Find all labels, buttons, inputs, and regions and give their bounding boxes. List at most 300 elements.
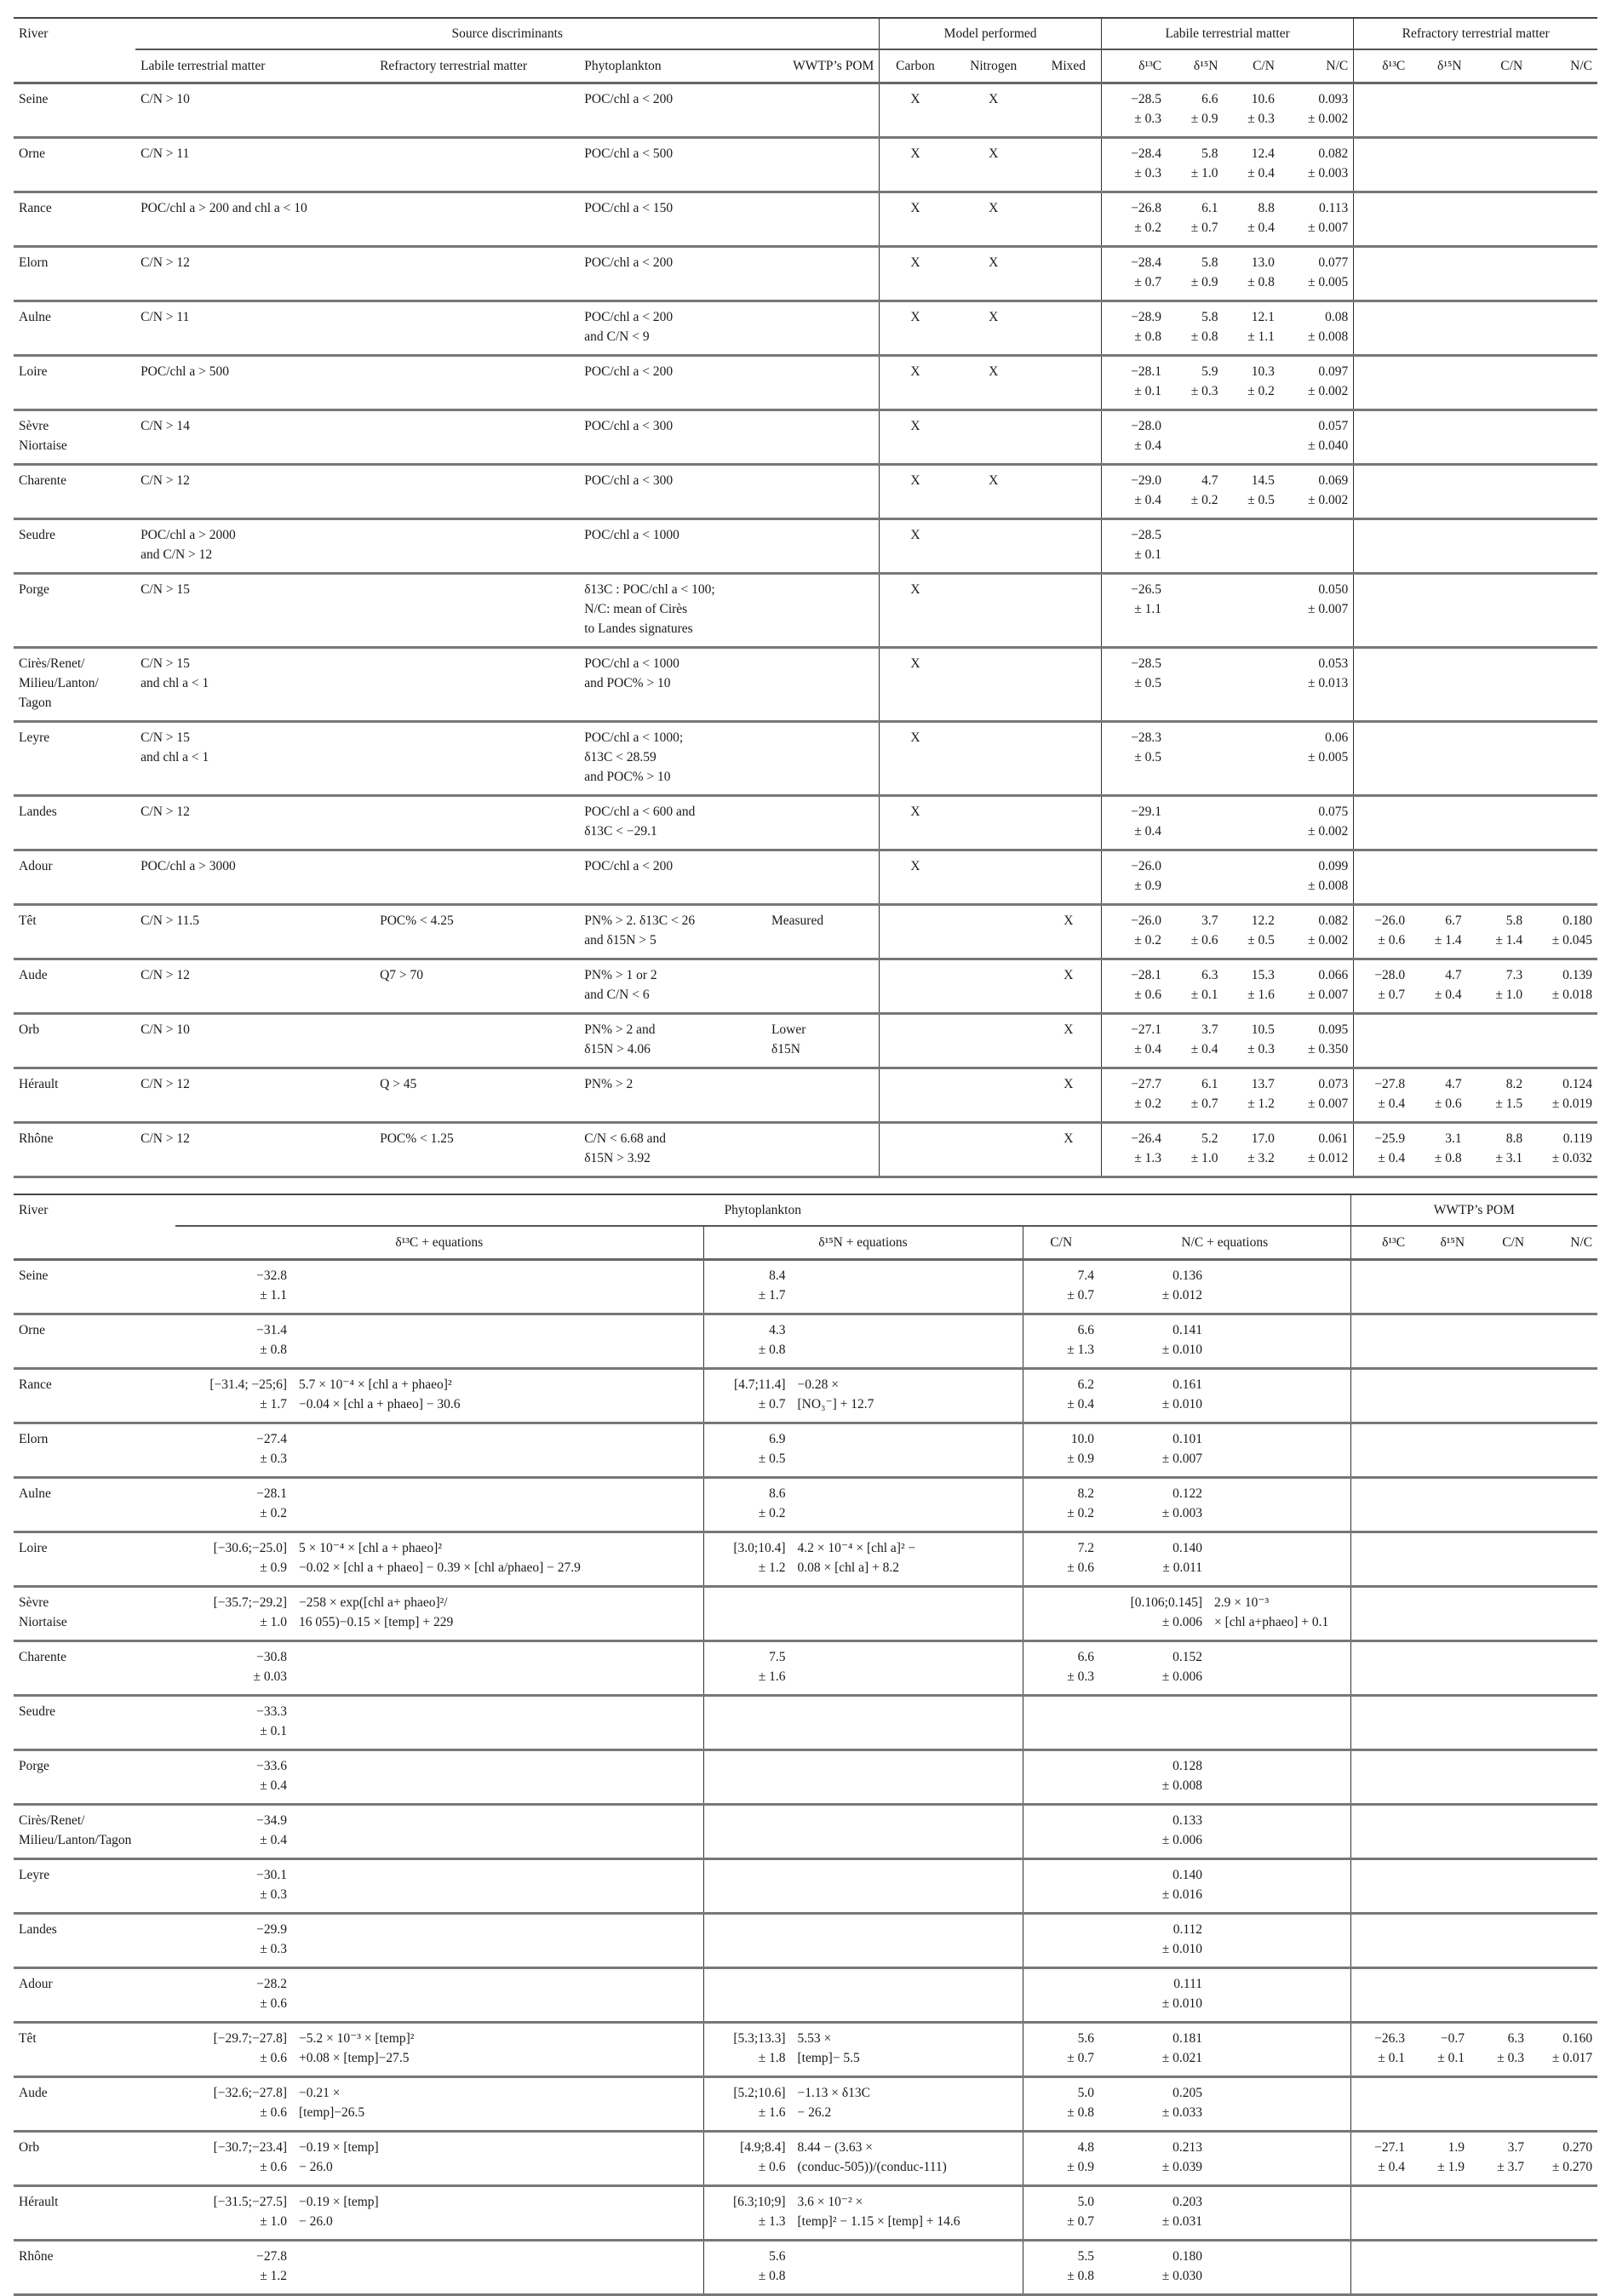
uncertainty: ± 0.6 [1434, 1096, 1462, 1111]
phyto-d15n-value [709, 1538, 786, 1577]
labile-d13c [1101, 83, 1167, 138]
river-name [14, 722, 135, 796]
header-refractory: Refractory terrestrial matter [1354, 18, 1597, 49]
text-line: Rance [19, 1377, 52, 1392]
phyto-d13c-equation-line: +0.08 × [temp]−27.5 [299, 2051, 410, 2065]
refractory-d15n [1410, 410, 1466, 465]
wwtp-cn [1470, 1750, 1529, 1805]
table-row [14, 247, 1597, 301]
model-mixed-mark [1036, 905, 1102, 959]
uncertainty: ± 0.013 [1308, 676, 1349, 690]
value: 0.061 [1318, 1131, 1349, 1146]
phyto-d13c-value [181, 2247, 287, 2286]
refractory-cn [1467, 796, 1528, 850]
phyto-nc-value-line: 0.213 [1172, 2140, 1202, 2155]
value: 0.097 [1318, 364, 1349, 379]
uncertainty: ± 0.8 [1434, 1151, 1462, 1165]
text-line: C/N > 11.5 [140, 913, 199, 928]
value: 10.6 [1251, 92, 1275, 106]
text-line: POC/chl a < 600 and [584, 804, 696, 819]
text-line: Q > 45 [380, 1077, 417, 1091]
phyto-cn-value [1029, 2083, 1095, 2122]
model-mixed-mark [1036, 796, 1102, 850]
text-line: POC/chl a < 200 [584, 310, 674, 324]
uncertainty: ± 0.350 [1308, 1042, 1349, 1056]
phyto-d13c-equation [299, 2029, 414, 2068]
text-line: X [989, 364, 999, 379]
phyto-d15n-value [709, 2083, 786, 2122]
text-line: Adour [19, 1977, 53, 1991]
phyto-nc-value-line: 0.111 [1173, 1977, 1202, 1991]
value: −26.4 [1131, 1131, 1162, 1146]
header-labile: Labile terrestrial matter [1101, 18, 1353, 49]
value: 0.073 [1318, 1077, 1349, 1091]
phyto-d15n-value-line: ± 0.6 [758, 2160, 786, 2174]
phyto-cn [1023, 1587, 1099, 1641]
uncertainty: ± 0.045 [1551, 933, 1592, 948]
wwtp-discriminant [766, 850, 880, 905]
phyto-d13c-value [181, 1702, 287, 1741]
wwtp-nc [1529, 1532, 1597, 1587]
refractory-discriminant [375, 519, 579, 574]
wwtp-d13c [1350, 1587, 1410, 1641]
value: 10.5 [1251, 1022, 1275, 1037]
phyto-d13c-equation-cell [175, 2023, 703, 2077]
phyto-cn-value-line: ± 0.2 [1067, 1506, 1094, 1520]
wwtp-discriminant [766, 574, 880, 648]
phyto-d15n-equation-line: (conduc-505))/(conduc-111) [797, 2160, 947, 2174]
text-line: Adour [19, 859, 53, 873]
value: 6.3 [1201, 968, 1218, 982]
wwtp-discriminant [766, 138, 880, 192]
wwtp-d15n [1410, 1641, 1470, 1696]
labile-nc [1280, 356, 1354, 410]
uncertainty: ± 0.2 [1247, 384, 1275, 398]
text-line: X [1063, 1131, 1074, 1146]
uncertainty: ± 0.5 [1247, 493, 1275, 507]
phyto-nc-value-line: ± 0.033 [1161, 2105, 1202, 2120]
uncertainty: ± 0.7 [1378, 988, 1406, 1002]
phyto-nc-equation-cell [1099, 1260, 1350, 1314]
refractory-nc [1528, 247, 1597, 301]
value: 0.075 [1318, 804, 1349, 819]
text-line: X [910, 473, 920, 488]
phyto-d13c-equation-cell [175, 1423, 703, 1478]
labile-cn [1223, 850, 1279, 905]
refractory-cn [1467, 83, 1528, 138]
wwtp-nc [1529, 1805, 1597, 1859]
phyto-d15n-value-line: ± 1.6 [758, 2105, 786, 2120]
phyto-nc-value-line: 0.122 [1172, 1486, 1202, 1501]
text-line: Seudre [19, 528, 56, 542]
text-line: X [1063, 913, 1074, 928]
value: 0.139 [1562, 968, 1592, 982]
river-name [14, 2186, 175, 2241]
phyto-nc-equation-cell [1099, 1423, 1350, 1478]
model-mixed-mark [1036, 356, 1102, 410]
wwtp-d15n [1410, 2023, 1470, 2077]
refractory-d13c [1354, 722, 1410, 796]
phyto-nc-equation-cell [1099, 1532, 1350, 1587]
value: 4.7 [1445, 968, 1462, 982]
value: 0.08 [1325, 310, 1349, 324]
phyto-d15n-equation-line: −0.28 × [797, 1377, 839, 1392]
phyto-cn-value [1029, 1320, 1095, 1360]
model-carbon-mark [880, 83, 951, 138]
value: 0.099 [1318, 859, 1349, 873]
subheader-nitrogen: Nitrogen [970, 59, 1018, 73]
uncertainty: ± 1.6 [1247, 988, 1275, 1002]
table-row [14, 1314, 1597, 1369]
value: 0.069 [1318, 473, 1349, 488]
wwtp-discriminant [766, 905, 880, 959]
labile-d15n [1167, 465, 1223, 519]
value: 8.8 [1505, 1131, 1523, 1146]
labile-d13c [1101, 247, 1167, 301]
phyto-d13c-value-line: ± 0.3 [260, 1451, 287, 1466]
refractory-cn [1467, 356, 1528, 410]
phyto-nc-value-line: ± 0.021 [1161, 2051, 1202, 2065]
uncertainty: ± 0.6 [1190, 933, 1218, 948]
wwtp-d15n [1410, 1914, 1470, 1968]
phyto-d15n-value [709, 1266, 786, 1305]
phytoplankton-discriminant [579, 519, 766, 574]
text-line: X [910, 656, 920, 671]
uncertainty: ± 0.7 [1134, 275, 1162, 289]
wwtp-discriminant [766, 1014, 880, 1068]
table-row [14, 1859, 1597, 1914]
model-nitrogen-mark [951, 410, 1036, 465]
phyto-cn [1023, 1478, 1099, 1532]
model-nitrogen-mark [951, 959, 1036, 1014]
river-name [14, 1641, 175, 1696]
value: 6.7 [1445, 913, 1462, 928]
value: −28.1 [1131, 364, 1162, 379]
table-row [14, 2241, 1597, 2295]
model-carbon-mark [880, 574, 951, 648]
phyto-d15n-equation-cell [703, 1750, 1023, 1805]
phyto-cn [1023, 1968, 1099, 2023]
table-row [14, 1805, 1597, 1859]
text-line: POC/chl a < 300 [584, 419, 674, 433]
labile-discriminant [135, 356, 375, 410]
refractory-d13c [1354, 247, 1410, 301]
phytoplankton-discriminant [579, 722, 766, 796]
phyto-nc-equation-cell [1099, 1314, 1350, 1369]
model-carbon-mark [880, 356, 951, 410]
wwtp-discriminant [766, 1123, 880, 1177]
refractory-discriminant [375, 905, 579, 959]
labile-d15n [1167, 1068, 1223, 1123]
wwtp-discriminant [766, 192, 880, 247]
value: 5.8 [1201, 146, 1218, 161]
refractory-nc [1528, 959, 1597, 1014]
value: 8.2 [1505, 1077, 1523, 1091]
phyto-nc-value [1104, 1920, 1202, 1959]
header-phytoplankton: Phytoplankton [724, 1203, 801, 1217]
refractory-discriminant [375, 722, 579, 796]
value: −26.3 [1374, 2031, 1406, 2046]
model-mixed-mark [1036, 519, 1102, 574]
phyto-cn [1023, 1859, 1099, 1914]
table-row [14, 796, 1597, 850]
phyto-d15n-value-line: 4.3 [769, 1323, 786, 1337]
phyto-d13c-equation-cell [175, 2077, 703, 2132]
uncertainty: ± 3.1 [1495, 1151, 1523, 1165]
wwtp-d13c [1350, 1696, 1410, 1750]
text-line: X [989, 473, 999, 488]
uncertainty: ± 0.2 [1134, 933, 1162, 948]
phyto-nc-value [1104, 2138, 1202, 2177]
text-line: POC% < 4.25 [380, 913, 454, 928]
wwtp-nc [1529, 1859, 1597, 1914]
table-row [14, 850, 1597, 905]
uncertainty: ± 0.002 [1308, 933, 1349, 948]
phyto-d15n-equation-cell [703, 2077, 1023, 2132]
wwtp-d15n [1410, 2077, 1470, 2132]
text-line: PN% > 2. δ13C < 26 [584, 913, 696, 928]
model-mixed-mark [1036, 465, 1102, 519]
phyto-cn-value-line: 5.0 [1077, 2195, 1094, 2209]
wwtp-d13c [1350, 1914, 1410, 1968]
value: 0.093 [1318, 92, 1349, 106]
wwtp-cn [1470, 1369, 1529, 1423]
phyto-d13c-equation-line: 5.7 × 10⁻⁴ × [chl a + phaeo]² [299, 1377, 452, 1392]
wwtp-d13c [1350, 1859, 1410, 1914]
uncertainty: ± 0.007 [1308, 988, 1349, 1002]
phyto-nc-value-line: ± 0.007 [1161, 1451, 1202, 1466]
text-line: Landes [19, 1922, 57, 1937]
uncertainty: ± 0.005 [1308, 275, 1349, 289]
river-name [14, 2077, 175, 2132]
phyto-cn-value-line: 5.5 [1077, 2249, 1094, 2264]
uncertainty: ± 0.3 [1134, 166, 1162, 180]
labile-nc [1280, 1068, 1354, 1123]
wwtp-cn [1470, 1968, 1529, 2023]
labile-cn [1223, 905, 1279, 959]
river-name [14, 465, 135, 519]
refractory-cn [1467, 959, 1528, 1014]
refractory-d13c [1354, 905, 1410, 959]
text-line: Têt [19, 2031, 37, 2046]
subheader-phyto-cn: C/N [1023, 1226, 1099, 1260]
uncertainty: ± 0.5 [1134, 750, 1162, 764]
wwtp-cn [1470, 1641, 1529, 1696]
text-line: POC/chl a > 3000 [140, 859, 236, 873]
phyto-nc-value-line: ± 0.006 [1161, 1669, 1202, 1684]
text-line: N/C: mean of Cirès [584, 602, 688, 616]
wwtp-nc [1529, 1423, 1597, 1478]
labile-nc [1280, 959, 1354, 1014]
text-line: C/N > 15 [140, 582, 190, 597]
model-nitrogen-mark [951, 796, 1036, 850]
labile-cn [1223, 138, 1279, 192]
wwtp-discriminant [766, 722, 880, 796]
labile-d15n [1167, 905, 1223, 959]
text-line: δ15N [771, 1042, 800, 1056]
refractory-d13c [1354, 796, 1410, 850]
river-name [14, 1587, 175, 1641]
wwtp-nc [1529, 2077, 1597, 2132]
labile-d13c [1101, 356, 1167, 410]
text-line: C/N < 6.68 and [584, 1131, 666, 1146]
text-line: δ13C < 28.59 [584, 750, 656, 764]
text-line: C/N > 15 [140, 730, 190, 745]
text-line: Seine [19, 1268, 49, 1283]
text-line: C/N > 12 [140, 968, 190, 982]
model-mixed-mark [1036, 192, 1102, 247]
value: 14.5 [1251, 473, 1275, 488]
text-line: Porge [19, 1759, 49, 1773]
uncertainty: ± 0.4 [1247, 220, 1275, 235]
phyto-cn [1023, 2186, 1099, 2241]
uncertainty: ± 0.2 [1134, 1096, 1162, 1111]
phyto-d15n-equation-line: − 26.2 [797, 2105, 832, 2120]
wwtp-discriminant [766, 410, 880, 465]
value: −28.0 [1374, 968, 1406, 982]
value: 3.7 [1201, 1022, 1218, 1037]
subheader-labile-terrestrial: Labile terrestrial matter [140, 59, 266, 73]
phyto-nc-equation-cell [1099, 2077, 1350, 2132]
river-name [14, 1532, 175, 1587]
phyto-nc-value-line: 0.112 [1172, 1922, 1202, 1937]
value: −25.9 [1374, 1131, 1406, 1146]
value: 0.270 [1562, 2140, 1593, 2155]
text-line: Sèvre [19, 1595, 49, 1610]
value: 0.124 [1562, 1077, 1592, 1091]
labile-discriminant [135, 83, 375, 138]
phyto-d15n-value [709, 1429, 786, 1469]
refractory-cn [1467, 192, 1528, 247]
refractory-discriminant [375, 138, 579, 192]
labile-d13c [1101, 648, 1167, 722]
text-line: C/N > 10 [140, 1022, 190, 1037]
river-name [14, 2241, 175, 2295]
phyto-nc-value-line: 0.136 [1172, 1268, 1202, 1283]
uncertainty: ± 0.9 [1134, 879, 1162, 893]
phyto-cn-value-line: ± 0.9 [1067, 2160, 1094, 2174]
refractory-d15n [1410, 905, 1466, 959]
refractory-cn [1467, 850, 1528, 905]
refractory-cn [1467, 722, 1528, 796]
phyto-cn [1023, 1369, 1099, 1423]
wwtp-discriminant [766, 796, 880, 850]
phyto-d15n-equation-cell [703, 1532, 1023, 1587]
phyto-nc-value [1104, 1538, 1202, 1577]
phyto-d15n-equation [798, 1375, 874, 1414]
phyto-d13c-value [181, 2083, 287, 2122]
labile-cn [1223, 356, 1279, 410]
labile-cn [1223, 648, 1279, 722]
text-line: Tagon [19, 696, 52, 710]
model-carbon-mark [880, 465, 951, 519]
phyto-cn-value-line: 6.6 [1077, 1323, 1094, 1337]
text-line: C/N > 12 [140, 255, 190, 270]
phyto-cn-value [1029, 1375, 1095, 1414]
phyto-d13c-equation-cell [175, 1968, 703, 2023]
refractory-discriminant [375, 83, 579, 138]
phyto-d13c-equation-line: −258 × exp([chl a+ phaeo]²/ [299, 1595, 448, 1610]
value: 4.7 [1445, 1077, 1462, 1091]
phyto-d15n-equation-line: 3.6 × 10⁻² × [797, 2195, 863, 2209]
phytoplankton-discriminant [579, 138, 766, 192]
refractory-discriminant [375, 648, 579, 722]
phyto-d13c-equation [299, 1375, 461, 1414]
refractory-d13c [1354, 465, 1410, 519]
value: 6.1 [1201, 1077, 1218, 1091]
wwtp-d13c [1350, 1260, 1410, 1314]
wwtp-d13c [1350, 2186, 1410, 2241]
text-line: POC/chl a < 1000 [584, 528, 679, 542]
model-nitrogen-mark [951, 1068, 1036, 1123]
phyto-cn-value-line: ± 0.8 [1067, 2105, 1094, 2120]
uncertainty: ± 0.5 [1134, 676, 1162, 690]
labile-d15n [1167, 519, 1223, 574]
text-line: X [989, 310, 999, 324]
river-name [14, 1423, 175, 1478]
refractory-d15n [1410, 465, 1466, 519]
uncertainty: ± 0.3 [1134, 112, 1162, 126]
value: 5.8 [1201, 255, 1218, 270]
refractory-cn [1467, 574, 1528, 648]
uncertainty: ± 0.3 [1247, 1042, 1275, 1056]
labile-cn [1223, 83, 1279, 138]
river-name [14, 192, 135, 247]
subheader-nc-equations: N/C + equations [1181, 1235, 1269, 1250]
subheader-wwtp-nc: N/C [1570, 1235, 1593, 1250]
wwtp-nc [1529, 2186, 1597, 2241]
wwtp-d15n [1410, 1587, 1470, 1641]
phyto-d15n-equation-line: 5.53 × [797, 2031, 832, 2046]
model-carbon-mark [880, 519, 951, 574]
subheader-d13c-equations: δ¹³C + equations [395, 1235, 484, 1250]
refractory-nc [1528, 301, 1597, 356]
uncertainty: ± 0.008 [1308, 879, 1349, 893]
refractory-d15n [1410, 519, 1466, 574]
wwtp-nc [1529, 2241, 1597, 2295]
phyto-d13c-value-line: ± 1.7 [260, 1397, 287, 1411]
refractory-cn [1467, 138, 1528, 192]
phyto-d15n-value-line: [3.0;10.4] [733, 1541, 786, 1555]
phyto-d13c-value-line: −27.8 [256, 2249, 287, 2264]
labile-discriminant [135, 959, 375, 1014]
phyto-d13c-equation-cell [175, 1859, 703, 1914]
uncertainty: ± 1.0 [1495, 988, 1523, 1002]
model-mixed-mark [1036, 959, 1102, 1014]
phyto-d15n-value-line: [4.7;11.4] [733, 1377, 786, 1392]
wwtp-cn [1470, 1587, 1529, 1641]
refractory-d15n [1410, 1123, 1466, 1177]
phytoplankton-discriminant [579, 1068, 766, 1123]
model-carbon-mark [880, 410, 951, 465]
text-line: X [910, 582, 920, 597]
refractory-nc [1528, 574, 1597, 648]
phyto-d13c-value-line: ± 0.1 [260, 1724, 287, 1738]
phyto-d13c-value-line: [−31.5;−27.5] [213, 2195, 287, 2209]
uncertainty: ± 1.2 [1247, 1096, 1275, 1111]
phyto-d13c-value-line: ± 0.4 [260, 1833, 287, 1847]
labile-d13c [1101, 1014, 1167, 1068]
refractory-d15n [1410, 796, 1466, 850]
text-line: POC/chl a < 1000 [584, 656, 679, 671]
phyto-nc-equation-cell [1099, 1478, 1350, 1532]
labile-d15n [1167, 850, 1223, 905]
table-row [14, 1260, 1597, 1314]
text-line: POC% < 1.25 [380, 1131, 454, 1146]
table-row [14, 2023, 1597, 2077]
text-line: X [989, 92, 999, 106]
wwtp-d15n [1410, 1805, 1470, 1859]
